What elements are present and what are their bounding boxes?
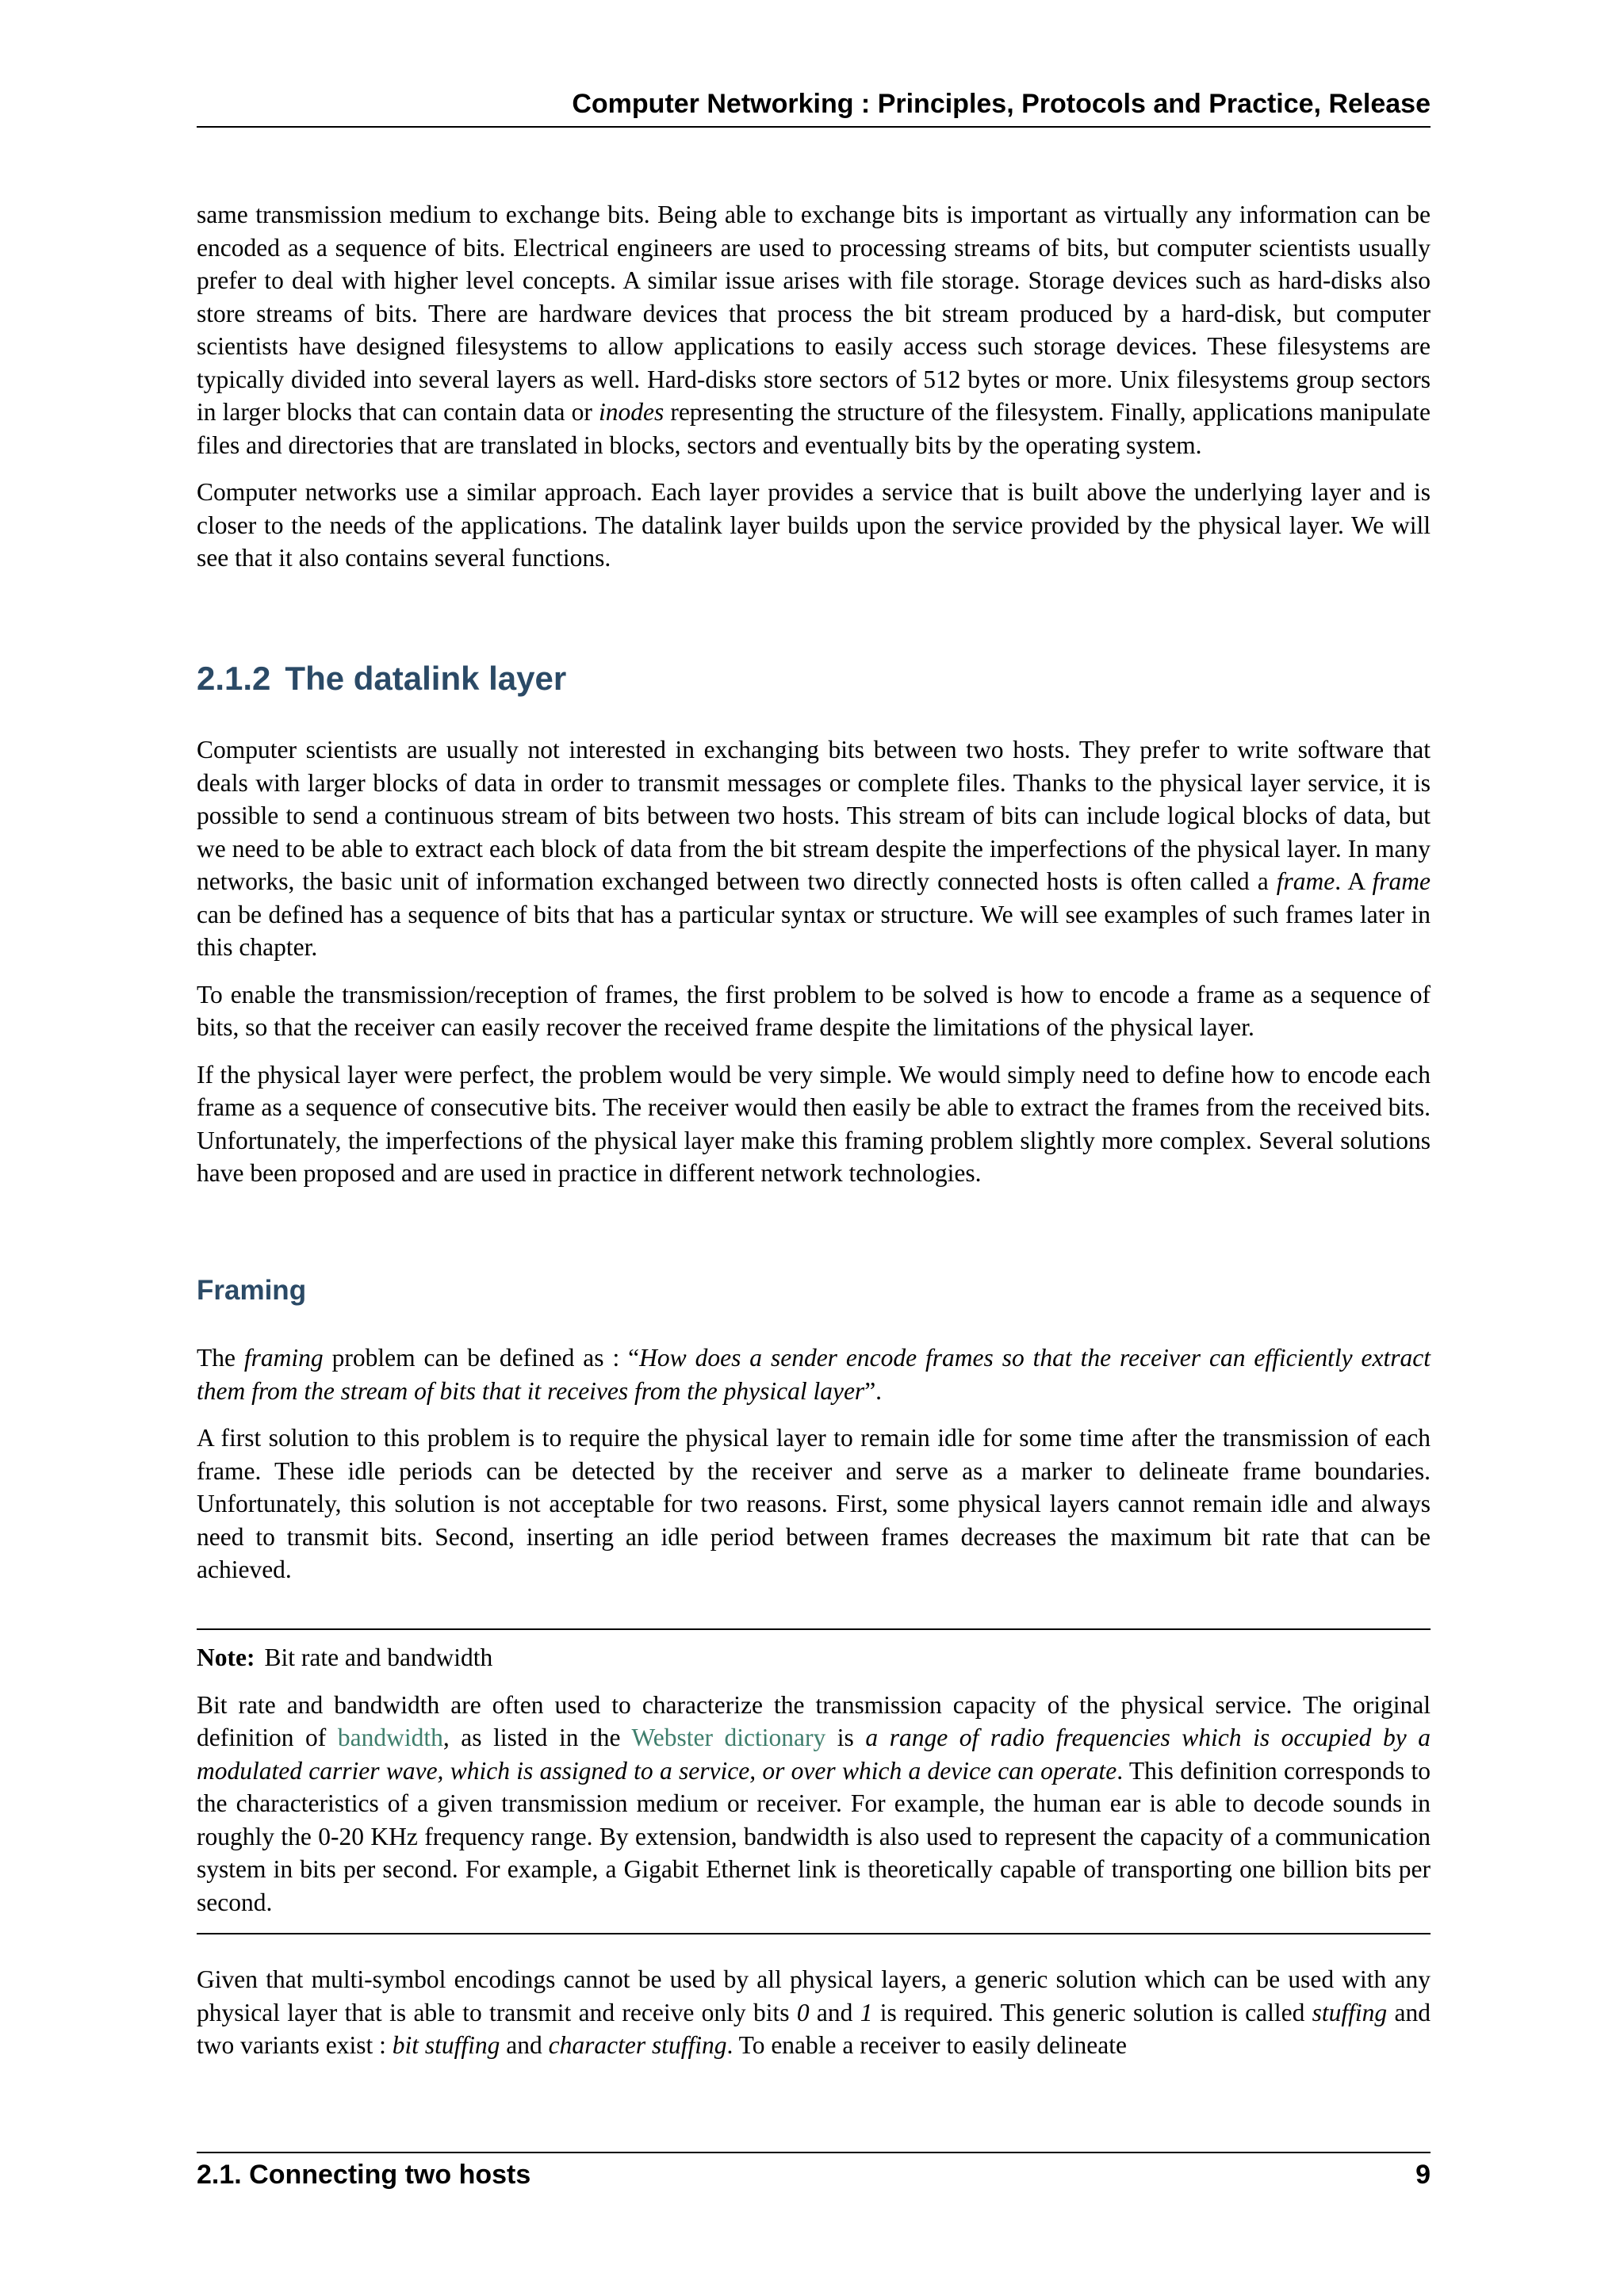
term-inodes: inodes <box>598 398 665 426</box>
intro-paragraph-2: Computer networks use a similar approach. Each layer provides a service that is built above the underlying layer and is closer to the needs of the applications. The datalink layer builds upon the service provided by the physical layer. We will see that it also contains several functions. <box>197 478 1431 572</box>
closing-paragraph: Given that multi-symbol encodings cannot be used by all physical layers, a generic solution which can be used with any physical layer that is able to transmit and receive only bits 0 and 1 is required. This generic solution is called stuffing and two variants exist : bit stuffing and character stuffing. To enable a receiver to easily delineate <box>197 1965 1431 2059</box>
webster-dictionary-link[interactable]: Webster dictionary <box>631 1724 826 1751</box>
section-paragraph-2: To enable the transmission/reception of frames, the first problem to be solved is how to encode a frame as a sequence of bits, so that the receiver can easily recover the received frame despite the limitations of the physical layer. <box>197 980 1431 1041</box>
bandwidth-link[interactable]: bandwidth <box>337 1724 443 1751</box>
framing-paragraph-2: A first solution to this problem is to require the physical layer to remain idle for some time after the transmission of each frame. These idle periods can be detected by the receiver and serve as a marker to delineate frame boundaries. Unfortunately, this solution is not acceptable for two reasons. First, some physical layers cannot remain idle and always need to transmit bits. Second, inserting an idle period between frames decreases the maximum bit rate that can be achieved. <box>197 1424 1431 1583</box>
note-box <box>197 1628 1431 1934</box>
note-label: Note: <box>197 1644 255 1671</box>
section-text <box>197 733 1431 1204</box>
section-title: The datalink layer <box>285 660 567 697</box>
closing-text <box>197 1963 1431 2076</box>
intro-paragraph-1: same transmission medium to exchange bits. Being able to exchange bits is important as virtually any information can be encoded as a sequence of bits. Electrical engineers are used to processing streams of bits, but computer scientists usually prefer to deal with higher level concepts. A similar issue arises with file storage. Storage devices such as hard-disks also store streams of bits. There are hardware devices that process the bit stream produced by a hard-disk, but computer scientists have designed filesystems to allow applications to easily access such storage devices. These filesystems are typically divided into several layers as well. Hard-disks store sectors of 512 bytes or more. Unix filesystems group sectors in larger blocks that can contain data or inodes representing the structure of the filesystem. Finally, applications manipulate files and directories that are translated in blocks, sectors and eventually bits by the operating system. <box>197 201 1431 459</box>
note-paragraph: Bit rate and bandwidth are often used to characterize the transmission capacity of the physical service. The original definition of bandwidth, as listed in the Webster dictionary is a range of radio frequencies which is occupied by a modulated carrier wave, which is assigned to a service, or over which a device can operate. This definition corresponds to the characteristics of a given transmission medium or receiver. For example, the human ear is able to decode sounds in roughly the 0-20 KHz frequency range. By extension, bandwidth is also used to represent the capacity of a communication system in bits per second. For example, a Gigabit Ethernet link is theoretically capable of transporting one billion bits per second. <box>197 1690 1431 1916</box>
section-number: 2.1.2 <box>197 660 271 697</box>
running-header: Computer Networking : Principles, Protocols and Practice, Release <box>197 89 1431 128</box>
page-footer <box>197 2152 1431 2191</box>
footer-section: 2.1. Connecting two hosts <box>197 2160 531 2190</box>
framing-text <box>197 1341 1431 1601</box>
document-page <box>197 0 1431 2296</box>
section-paragraph-1: Computer scientists are usually not interested in exchanging bits between two hosts. They prefer to write software that deals with larger blocks of data in order to transmit messages or complete files. Thanks to the physical layer service, it is possible to send a continuous stream of bits between two hosts. This stream of bits can include logical blocks of data, but we need to be able to extract each block of data from the bit stream despite the imperfections of the physical layer. In many networks, the basic unit of information exchanged between two directly connected hosts is often called a frame. A frame can be defined has a sequence of bits that has a particular syntax or structure. We will see examples of such frames later in this chapter. <box>197 736 1431 961</box>
framing-question: How does a sender encode frames so that the receiver can efficiently extract them from the stream of bits that it receives from the physical layer <box>197 1344 1431 1405</box>
section-paragraph-3: If the physical layer were perfect, the problem would be very simple. We would simply need to define how to encode each frame as a sequence of consecutive bits. The receiver would then easily be able to extract the frames from the received bits. Unfortunately, the imperfections of the physical layer make this framing problem slightly more complex. Several solutions have been proposed and are used in practice in different network technologies. <box>197 1060 1431 1187</box>
note-title: Note: Bit rate and bandwidth <box>197 1644 493 1671</box>
intro-text <box>197 198 1431 589</box>
framing-paragraph-1: The framing problem can be defined as : “How does a sender encode frames so that the receiver can efficiently extract them from the stream of bits that it receives from the physical layer”. <box>197 1344 1431 1405</box>
subsection-heading-framing: Framing <box>197 1275 307 1306</box>
page-number: 9 <box>1415 2160 1431 2190</box>
section-heading <box>197 660 566 698</box>
